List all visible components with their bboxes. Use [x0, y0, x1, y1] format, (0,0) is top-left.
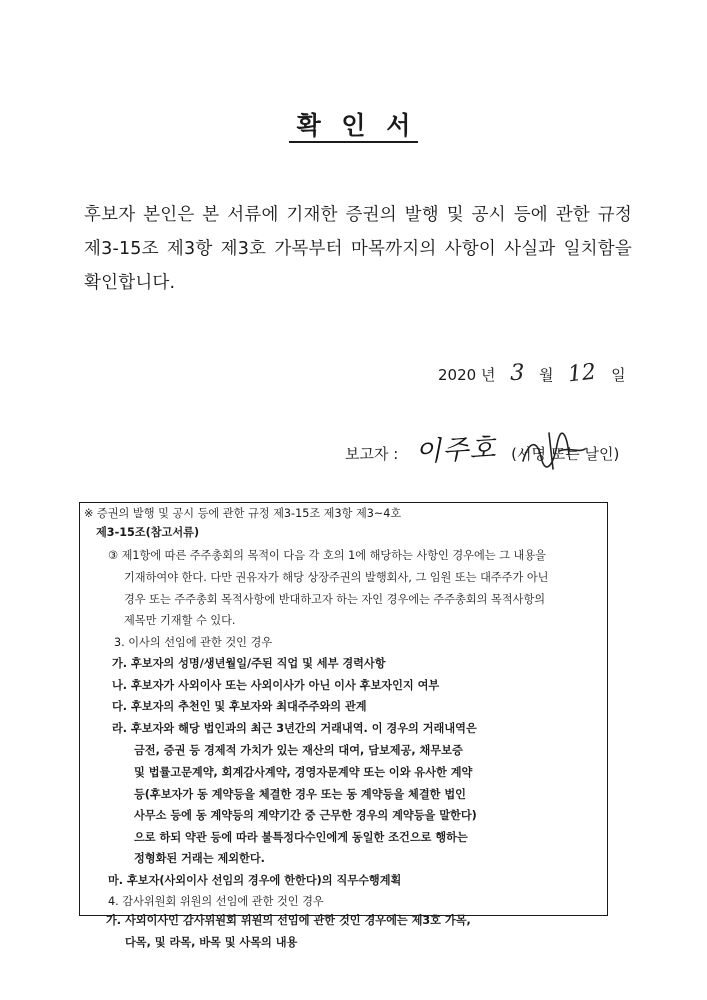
handwritten-signature: 이주호 [414, 432, 498, 469]
reference-article: 제3-15조(참고서류) [96, 526, 200, 539]
reporter-label: 보고자 : [345, 445, 399, 463]
item4-ga-line-2: 다목, 및 라목, 바목 및 사목의 내용 [125, 936, 298, 949]
item3-ra-line-6: 으로 하되 약관 등에 따라 불특정다수인에게 동일한 조건으로 행하는 [134, 831, 468, 844]
document-title: 확 인 서 [0, 106, 707, 142]
signature-note-wrap [511, 443, 619, 464]
date-year: 2020 [438, 366, 477, 384]
item3-ra-line-2: 금전, 증권 등 경제적 가치가 있는 재산의 대여, 담보제공, 채무보증 [134, 744, 463, 757]
date-day-handwritten: 12 [567, 359, 598, 388]
reference-box [79, 502, 608, 916]
date-year-unit: 년 [480, 366, 496, 384]
item3-da: 다. 후보자의 추천인 및 후보자와 최대주주와의 관계 [112, 700, 367, 713]
para3-line-4: 제목만 기재할 수 있다. [124, 614, 236, 627]
item4-ga-line-1: 가. 사외이사인 감사위원회 위원의 선임에 관한 것인 경우에는 제3호 가목, [106, 914, 471, 927]
item3-ra-line-5: 사무소 등에 동 계약등의 계약기간 중 근무한 경우의 계약등을 말한다) [134, 809, 477, 822]
signature-note: (서명 또는 날인) [511, 445, 620, 463]
para3-line-3: 경우 또는 주주총회 목적사항에 반대하고자 하는 자인 경우에는 주주총회의 목적사항의 [124, 593, 546, 606]
reporter-line [345, 428, 619, 467]
item4-heading: 4. 감사위원회 위원의 선임에 관한 것인 경우 [108, 895, 324, 908]
item3-ma: 마. 후보자(사외이사 선임의 경우에 한한다)의 직무수행계획 [108, 874, 402, 887]
date-day-unit: 일 [611, 366, 626, 384]
item3-ra-line-4: 등(후보자가 동 계약등을 체결한 경우 또는 동 계약등을 체결한 법인 [134, 788, 466, 801]
item3-heading: 3. 이사의 선임에 관한 것인 경우 [114, 636, 273, 649]
item3-ra-line-3: 및 법률고문계약, 회계감사계약, 경영자문계약 또는 이와 유사한 계약 [134, 766, 473, 779]
item3-ra-line-1: 라. 후보자와 해당 법인과의 최근 3년간의 거래내역. 이 경우의 거래내역은 [112, 722, 477, 735]
item3-ga: 가. 후보자의 성명/생년월일/주된 직업 및 세부 경력사항 [112, 657, 386, 670]
reference-header: ※ 증권의 발행 및 공시 등에 관한 규정 제3-15조 제3항 제3~4호 [84, 507, 402, 520]
item3-na: 나. 후보자가 사외이사 또는 사외이사가 아닌 이사 후보자인지 여부 [112, 679, 440, 692]
date-month-handwritten: 3 [510, 361, 525, 386]
confirmation-statement: 후보자 본인은 본 서류에 기재한 증권의 발행 및 공시 등에 관한 규정 제3-15조 제3항 제3호 가목부터 마목까지의 사항이 사실과 일치함을 확인합니다. [84, 205, 632, 293]
para3-line-1: ③ 제1항에 따른 주주총회의 목적이 다음 각 호의 1에 해당하는 사항인 경우에는 그 내용을 [108, 549, 546, 562]
signature-scribble-icon [519, 431, 589, 471]
date-month-unit: 월 [539, 366, 554, 384]
date-line [438, 361, 626, 386]
item3-ra-line-7: 정형화된 거래는 제외한다. [134, 852, 265, 865]
para3-line-2: 기재하여야 한다. 다만 권유자가 해당 상장주권의 발행회사, 그 임원 또는 대주주가 아닌 [124, 571, 549, 584]
